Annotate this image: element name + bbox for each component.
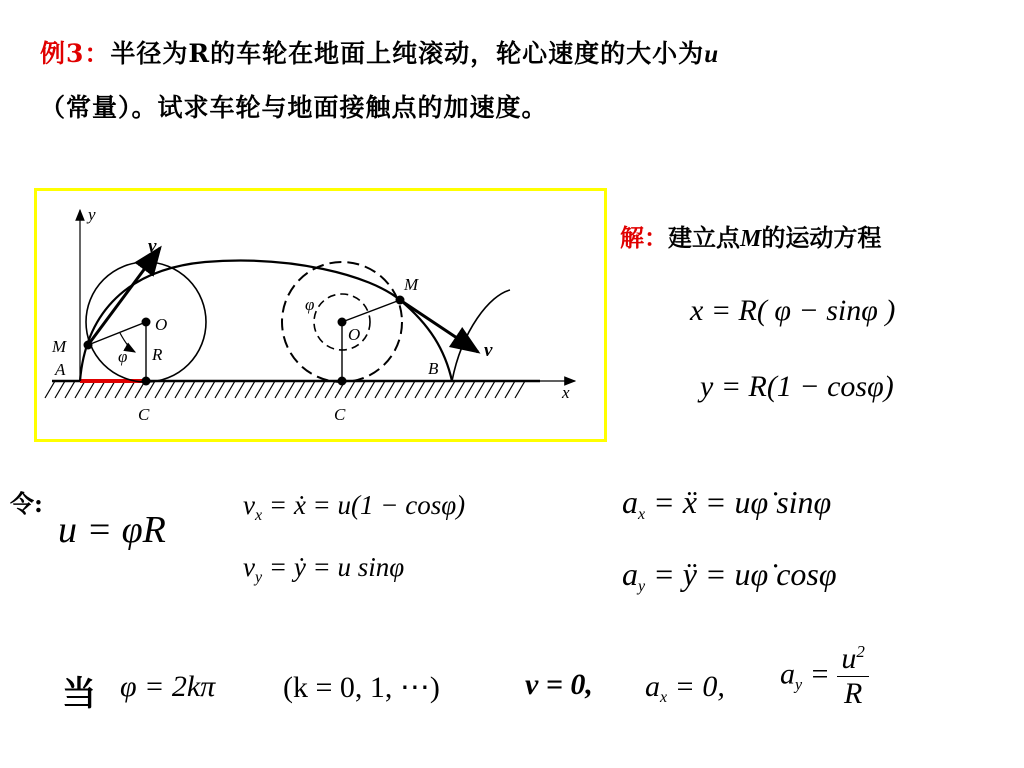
result-ay-subscript: y	[795, 676, 803, 694]
equation-x: x = R( φ − sinφ )	[690, 294, 896, 327]
point-M-left	[84, 341, 93, 350]
problem-text-1: 半径为R的车轮在地面上纯滚动，轮心速度的大小为	[110, 39, 705, 68]
result-ax-subscript: x	[660, 689, 668, 706]
solution-var-M: M	[740, 226, 762, 252]
ground-hatching	[45, 381, 540, 398]
ay-rhs: = ÿ = uφ̇ cosφ	[645, 556, 837, 592]
label-C-right: C	[334, 405, 346, 424]
result-velocity: v = 0,	[525, 668, 593, 701]
next-arch	[452, 290, 510, 381]
let-label: 令:	[10, 489, 43, 518]
label-v-left: v	[148, 236, 157, 257]
label-y: y	[88, 205, 96, 224]
point-C-right	[338, 377, 347, 386]
vy-rhs: = ẏ = u sinφ	[262, 552, 405, 582]
label-B: B	[428, 359, 439, 378]
label-phi-left: φ	[118, 347, 128, 366]
solution-label: 解：	[620, 223, 668, 252]
ax-rhs: = ẍ = uφ̇ sinφ	[645, 484, 832, 520]
vy-subscript: y	[254, 569, 263, 586]
solution-text-post: 的运动方程	[761, 223, 882, 252]
result-ax: $a_x = 0$,	[645, 670, 725, 706]
label-M-right: M	[404, 275, 419, 294]
acceleration-x: $a_x$ = ẍ = uφ̇ sinφ	[622, 484, 832, 523]
result-ax-rhs: = 0,	[667, 670, 725, 703]
when-label: 当	[62, 674, 96, 714]
when-k-range: (k = 0, 1, ⋯)	[283, 671, 440, 704]
label-C-left: C	[138, 405, 150, 424]
solution-text-pre: 建立点	[668, 223, 740, 252]
label-R: R	[152, 345, 163, 364]
when-condition: φ = 2kπ	[120, 670, 216, 703]
example-label: 例3：	[40, 39, 111, 68]
label-O-right: O	[348, 325, 361, 344]
label-v-right: v	[484, 340, 493, 361]
acceleration-y: $a_y$ = ÿ = uφ̇ cosφ	[622, 556, 837, 595]
equation-y: y = R(1 − cosφ)	[700, 370, 894, 403]
label-O-left: O	[155, 315, 168, 334]
vx-subscript: x	[254, 507, 263, 524]
label-M-left: M	[52, 337, 67, 356]
point-O-left	[142, 318, 151, 327]
fraction-numerator: $u^2$	[837, 642, 869, 677]
point-C-left	[142, 377, 151, 386]
solution-heading	[620, 218, 881, 253]
point-O-right	[338, 318, 347, 327]
let-equation: u = φ̇R	[58, 509, 166, 551]
label-A: A	[55, 360, 66, 379]
ax-subscript: x	[638, 506, 646, 523]
result-ay-fraction	[837, 642, 869, 711]
label-phi-right: φ	[305, 295, 315, 314]
problem-line-2: （常量）。试求车轮与地面接触点的加速度。	[40, 93, 548, 122]
radius-to-M-right	[342, 300, 400, 322]
fraction-denominator: R	[843, 677, 863, 710]
problem-var-u: u	[704, 41, 720, 68]
ay-subscript: y	[638, 578, 646, 595]
point-M-right	[396, 296, 405, 305]
velocity-x: $v_x$ = ẋ = u(1 − cosφ)	[243, 490, 466, 524]
result-ay: $a_y$ = $\frac{u^2}{R}$	[780, 642, 869, 711]
vx-rhs: = ẋ = u(1 − cosφ)	[262, 490, 466, 520]
velocity-y: $v_y$ = ẏ = u sinφ	[243, 552, 405, 586]
label-x: x	[562, 383, 570, 402]
result-ay-eq: =	[802, 657, 838, 691]
